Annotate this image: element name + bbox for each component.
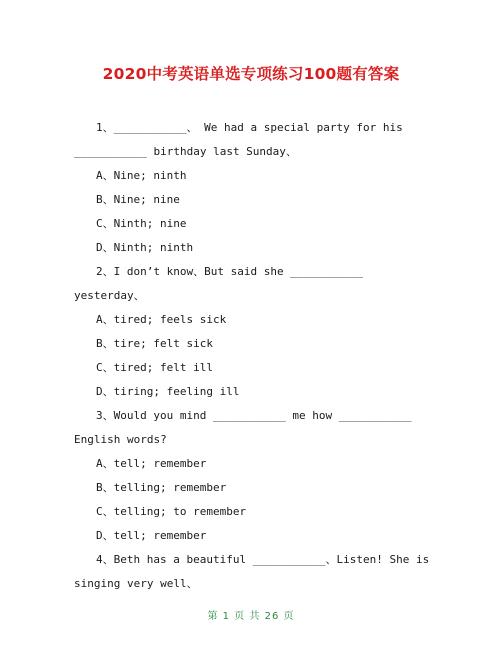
- page-title: 2020中考英语单选专项练习100题有答案: [102, 65, 400, 83]
- text-line: 1、___________、 We had a special party for his: [96, 121, 403, 134]
- text-line: English words?: [74, 433, 167, 446]
- document-body: [74, 116, 434, 596]
- text-line: C、Ninth; nine: [96, 217, 187, 230]
- text-line: 4、Beth has a beautiful ___________、Listen! She is: [96, 553, 430, 566]
- text-line: singing very well、: [74, 577, 198, 590]
- text-line: 3、Would you mind ___________ me how ___________: [96, 409, 412, 422]
- text-line: D、Ninth; ninth: [96, 241, 194, 254]
- text-line: ___________ birthday last Sunday、: [74, 145, 297, 158]
- text-line: D、tiring; feeling ill: [96, 385, 240, 398]
- text-line: A、tired; feels sick: [96, 313, 227, 326]
- text-line: B、Nine; nine: [96, 193, 180, 206]
- page-footer: 第 1 页 共 26 页: [207, 611, 295, 622]
- text-line: C、tired; felt ill: [96, 361, 213, 374]
- text-line: A、Nine; ninth: [96, 169, 187, 182]
- text-line: C、telling; to remember: [96, 505, 247, 518]
- text-line: yesterday、: [74, 289, 145, 302]
- text-line: A、tell; remember: [96, 457, 207, 470]
- text-line: D、tell; remember: [96, 529, 207, 542]
- text-line: B、tire; felt sick: [96, 337, 213, 350]
- text-line: B、telling; remember: [96, 481, 227, 494]
- text-line: 2、I don’t know、But said she ___________: [96, 265, 364, 278]
